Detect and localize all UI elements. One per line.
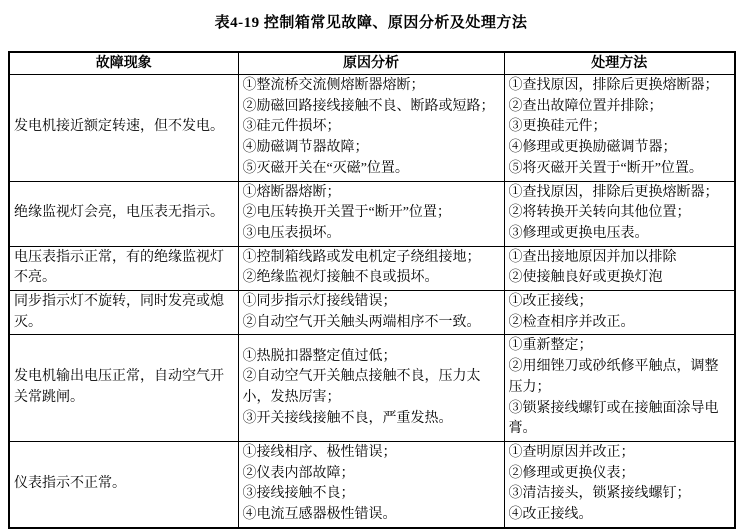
cause-line: ③开关接线接触不良，严重发热。	[242, 410, 453, 426]
cause-line: ③电压表损坏。	[242, 225, 341, 241]
handling-method-cell	[504, 75, 735, 182]
cause-line: ①熔断器熔断；	[242, 184, 341, 200]
method-line: ①改正接线；	[508, 294, 593, 310]
cause-line: ①接线相序、极性错误；	[242, 444, 397, 460]
fault-phenomenon-cell: 绝缘监视灯会亮，电压表无指示。	[9, 181, 238, 246]
method-line: ③清洁接头，锁紧接线螺钉；	[508, 486, 691, 502]
cause-analysis-cell	[238, 335, 504, 442]
fault-table	[8, 51, 736, 529]
fault-phenomenon-cell: 仪表指示不正常。	[9, 441, 238, 527]
header-handling-method: 处理方法	[504, 52, 735, 75]
table-body	[9, 75, 735, 528]
cause-line: ②自动空气开关触点接触不良，压力太小，发热厉害；	[242, 369, 481, 406]
cause-analysis-cell	[238, 75, 504, 182]
cause-analysis-cell	[238, 246, 504, 290]
cause-line: ②电压转换开关置于“断开”位置；	[242, 205, 451, 221]
method-line: ①重新整定；	[508, 338, 593, 354]
cause-line: ②绝缘监视灯接触不良或损坏。	[242, 270, 439, 286]
table-row	[9, 246, 735, 290]
handling-method-cell	[504, 291, 735, 335]
table-row	[9, 335, 735, 442]
method-line: ②查出故障位置并排除；	[508, 98, 663, 114]
method-line: ①查出接地原因并加以排除	[508, 249, 677, 265]
handling-method-cell	[504, 246, 735, 290]
method-line: ①查找原因，排除后更换熔断器；	[508, 184, 719, 200]
cause-line: ②自动空气开关触头两端相序不一致。	[242, 314, 481, 330]
cause-line: ④电流互感器极性错误。	[242, 507, 397, 523]
method-line: ③锁紧接线螺钉或在接触面涂导电膏。	[508, 400, 719, 437]
cause-line: ①热脱扣器整定值过低；	[242, 348, 397, 364]
header-cause-analysis: 原因分析	[238, 52, 504, 75]
method-line: ②将转换开关转向其他位置；	[508, 205, 691, 221]
cause-line: ①控制箱线路或发电机定子绕组接地；	[242, 249, 481, 265]
method-line: ②修理或更换仪表；	[508, 465, 635, 481]
table-row	[9, 441, 735, 527]
fault-phenomenon-cell: 同步指示灯不旋转，同时发亮或熄灭。	[9, 291, 238, 335]
method-line: ①查明原因并改正；	[508, 444, 635, 460]
cause-analysis-cell	[238, 441, 504, 527]
header-fault-phenomenon: 故障现象	[9, 52, 238, 75]
method-line: ④修理或更换励磁调节器；	[508, 140, 677, 156]
method-line: ①查找原因，排除后更换熔断器；	[508, 78, 719, 93]
cause-line: ③硅元件损坏；	[242, 119, 341, 135]
cause-line: ④励磁调节器故障；	[242, 140, 369, 156]
method-line: ④改正接线。	[508, 507, 593, 523]
method-line: ⑤将灭磁开关置于“断开”位置。	[508, 160, 703, 176]
cause-line: ②仪表内部故障；	[242, 465, 355, 481]
cause-analysis-cell	[238, 181, 504, 246]
table-row	[9, 75, 735, 182]
cause-line: ③接线接触不良；	[242, 486, 355, 502]
method-line: ③修理或更换电压表。	[508, 225, 649, 241]
handling-method-cell	[504, 335, 735, 442]
handling-method-cell	[504, 441, 735, 527]
method-line: ③更换硅元件；	[508, 119, 607, 135]
cause-analysis-cell	[238, 291, 504, 335]
table-row	[9, 291, 735, 335]
cause-line: ①整流桥交流侧熔断器熔断；	[242, 78, 425, 93]
fault-phenomenon-cell: 发电机接近额定转速，但不发电。	[9, 75, 238, 182]
cause-line: ①同步指示灯接线错误；	[242, 294, 397, 310]
method-line: ②用细锉刀或砂纸修平触点，调整压力；	[508, 359, 719, 395]
fault-phenomenon-cell: 电压表指示正常，有的绝缘监视灯不亮。	[9, 246, 238, 290]
fault-phenomenon-cell: 发电机输出电压正常，自动空气开关常跳闸。	[9, 335, 238, 442]
cause-line: ②励磁回路接线接触不良、断路或短路；	[242, 98, 495, 114]
table-title: 表4-19 控制箱常见故障、原因分析及处理方法	[214, 15, 528, 31]
method-line: ②使接触良好或更换灯泡	[508, 270, 663, 286]
method-line: ②检查相序并改正。	[508, 314, 635, 330]
table-header-row	[9, 52, 735, 75]
handling-method-cell	[504, 181, 735, 246]
table-row	[9, 181, 735, 246]
cause-line: ⑤灭磁开关在“灭磁”位置。	[242, 160, 409, 176]
